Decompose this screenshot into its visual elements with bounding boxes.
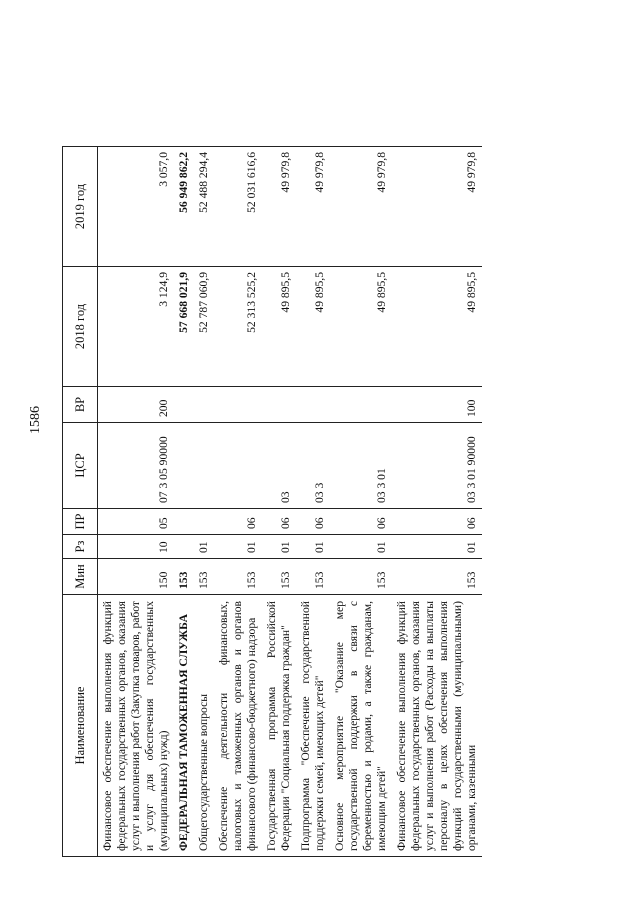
cell-rz: 01: [392, 535, 482, 559]
cell-min: 153: [392, 559, 482, 595]
cell-name: Основное мероприятие "Оказание мер государственной поддержки в связи с беременностью и родами, а также гражданам, имеющим детей": [330, 595, 392, 857]
cell-name: Финансовое обеспечение выполнения функций федеральных государственных органов, оказания услуг и выполнения работ (Расходы на выплаты персоналу в целях обеспечения выполнения функций государственными (муниципальными) органами, казенными: [392, 595, 482, 857]
cell-vr: [194, 387, 214, 423]
cell-csr: 07 3 05 90000: [98, 423, 175, 509]
col-header-2019: 2019 год: [63, 147, 98, 267]
cell-pr: 06: [296, 509, 330, 535]
cell-name: ФЕДЕРАЛЬНАЯ ТАМОЖЕННАЯ СЛУЖБА: [174, 595, 194, 857]
cell-2019: 49 979,8: [262, 147, 296, 267]
cell-2018: 57 668 021,9: [174, 267, 194, 387]
cell-2019: 52 031 616,6: [214, 147, 262, 267]
cell-2018: 3 124,9: [98, 267, 175, 387]
table-row: [214, 147, 262, 857]
cell-pr: 06: [330, 509, 392, 535]
cell-pr: 06: [214, 509, 262, 535]
cell-csr: 03 3: [296, 423, 330, 509]
cell-vr: [330, 387, 392, 423]
col-header-min: Мин: [63, 559, 98, 595]
col-header-2018: 2018 год: [63, 267, 98, 387]
col-header-rz: Рз: [63, 535, 98, 559]
cell-2018: 49 895,5: [296, 267, 330, 387]
cell-rz: 01: [214, 535, 262, 559]
budget-table: [62, 146, 482, 857]
cell-csr: [194, 423, 214, 509]
table-row: [174, 147, 194, 857]
cell-2019: 52 488 294,4: [194, 147, 214, 267]
cell-csr: [174, 423, 194, 509]
table-row: [98, 147, 175, 857]
cell-pr: [194, 509, 214, 535]
cell-vr: [174, 387, 194, 423]
cell-name: Общегосударственные вопросы: [194, 595, 214, 857]
col-header-pr: ПР: [63, 509, 98, 535]
col-header-name: Наименование: [63, 595, 98, 857]
cell-pr: [174, 509, 194, 535]
cell-min: 150: [98, 559, 175, 595]
table-row: [392, 147, 482, 857]
cell-vr: [214, 387, 262, 423]
table-row: [330, 147, 392, 857]
cell-min: 153: [174, 559, 194, 595]
cell-vr: [262, 387, 296, 423]
cell-2019: 56 949 862,2: [174, 147, 194, 267]
cell-name: Обеспечение деятельности финансовых, налоговых и таможенных органов и органов финансового (финансово-бюджетного) надзора: [214, 595, 262, 857]
cell-min: 153: [214, 559, 262, 595]
cell-name: Подпрограмма "Обеспечение государственной поддержки семей, имеющих детей": [296, 595, 330, 857]
cell-name: Государственная программа Российской Федерации "Социальная поддержка граждан": [262, 595, 296, 857]
cell-rz: 01: [330, 535, 392, 559]
cell-2019: 49 979,8: [296, 147, 330, 267]
cell-vr: [296, 387, 330, 423]
table-row: [194, 147, 214, 857]
cell-2018: 49 895,5: [392, 267, 482, 387]
table-row: [296, 147, 330, 857]
cell-csr: 03 3 01 90000: [392, 423, 482, 509]
cell-2019: 3 057,0: [98, 147, 175, 267]
cell-name: Финансовое обеспечение выполнения функций федеральных государственных органов, оказания услуг и выполнения работ (Закупка товаров, работ и услуг для обеспечения государственных (муниципальных) нужд): [98, 595, 175, 857]
cell-2018: 52 787 060,9: [194, 267, 214, 387]
cell-csr: 03 3 01: [330, 423, 392, 509]
cell-pr: 05: [98, 509, 175, 535]
cell-pr: 06: [392, 509, 482, 535]
col-header-vr: ВР: [63, 387, 98, 423]
page-number: 1586: [28, 406, 43, 434]
cell-pr: 06: [262, 509, 296, 535]
cell-2019: 49 979,8: [330, 147, 392, 267]
table-row: [262, 147, 296, 857]
cell-2018: 49 895,5: [262, 267, 296, 387]
cell-2018: 49 895,5: [330, 267, 392, 387]
cell-rz: 10: [98, 535, 175, 559]
cell-vr: 200: [98, 387, 175, 423]
cell-vr: 100: [392, 387, 482, 423]
cell-csr: [214, 423, 262, 509]
col-header-csr: ЦСР: [63, 423, 98, 509]
cell-rz: 01: [194, 535, 214, 559]
cell-rz: 01: [262, 535, 296, 559]
cell-2019: 49 979,8: [392, 147, 482, 267]
cell-min: 153: [194, 559, 214, 595]
cell-min: 153: [296, 559, 330, 595]
cell-csr: 03: [262, 423, 296, 509]
table-header-row: [63, 147, 98, 857]
cell-min: 153: [330, 559, 392, 595]
cell-2018: 52 313 525,2: [214, 267, 262, 387]
cell-min: 153: [262, 559, 296, 595]
cell-rz: 01: [296, 535, 330, 559]
cell-rz: [174, 535, 194, 559]
